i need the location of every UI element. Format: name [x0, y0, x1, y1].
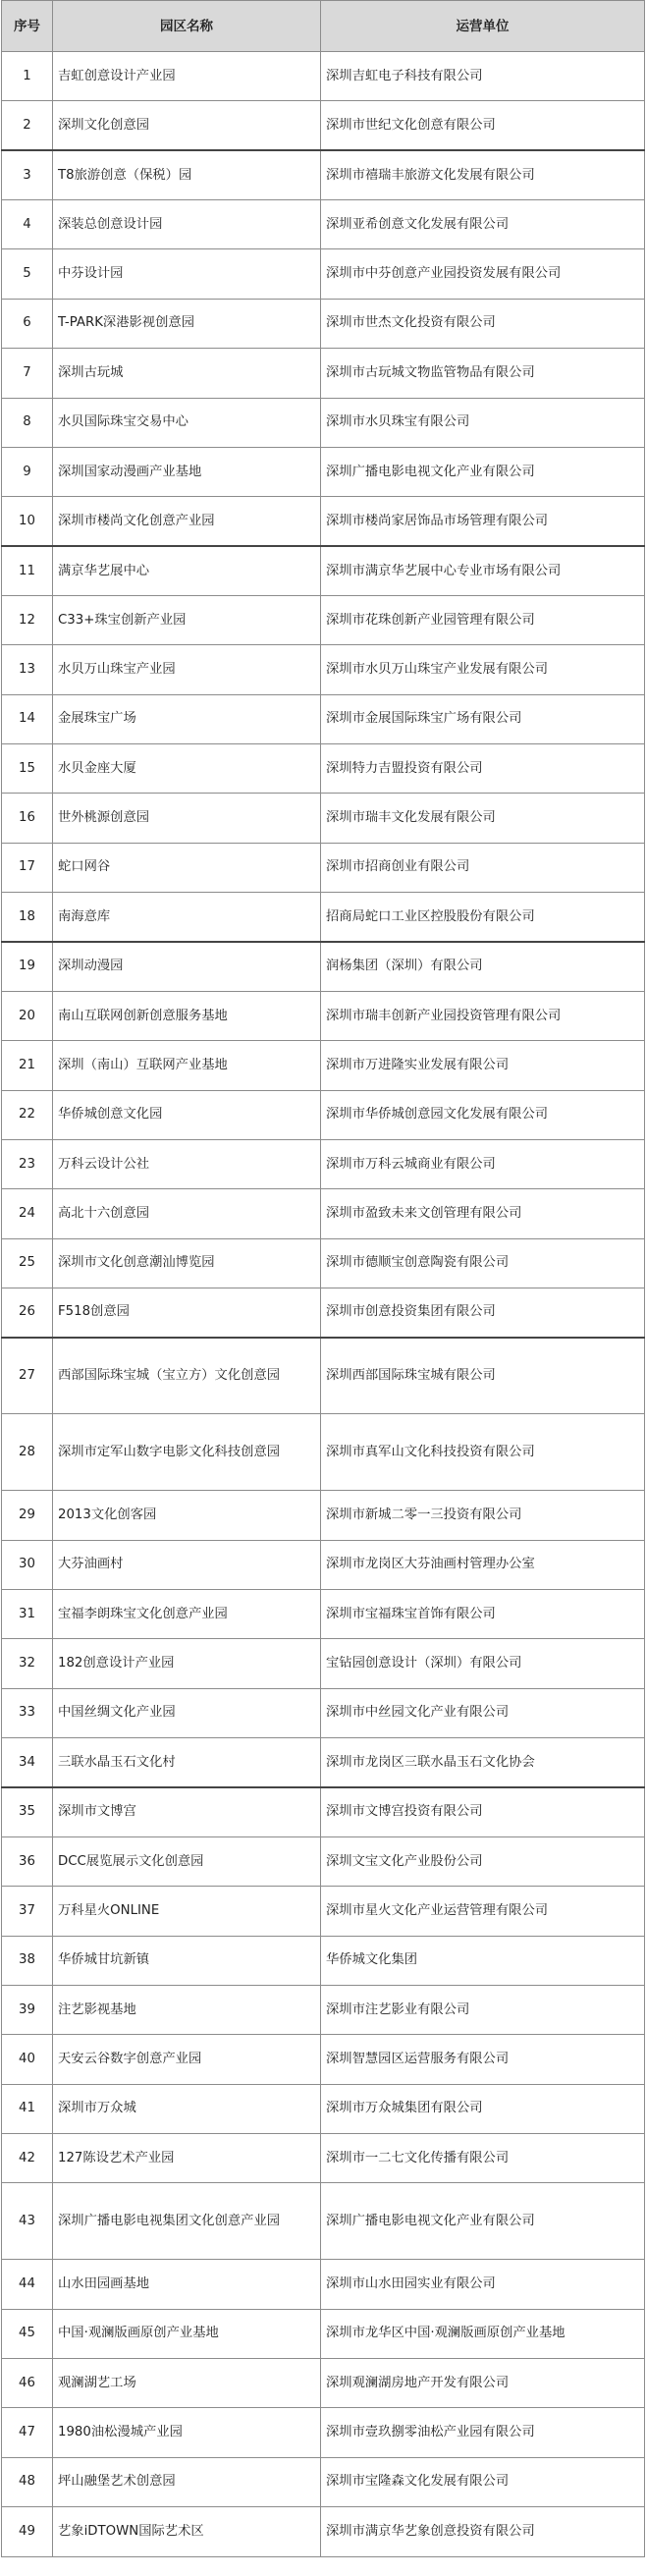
row-operator: 深圳市龙华区中国·观澜版画原创产业基地: [321, 2309, 645, 2358]
row-index: 1: [2, 52, 53, 101]
row-index: 6: [2, 299, 53, 348]
table-row: [2, 1338, 645, 1414]
row-index: 15: [2, 744, 53, 794]
row-index: 29: [2, 1491, 53, 1540]
row-park-name: 万科星火ONLINE: [53, 1887, 321, 1936]
row-park-name: 2013文化创客园: [53, 1491, 321, 1540]
row-park-name: 高北十六创意园: [53, 1189, 321, 1238]
table-header-row: [2, 1, 645, 52]
table-row: [2, 150, 645, 199]
row-operator: 深圳市德顺宝创意陶瓷有限公司: [321, 1238, 645, 1288]
row-park-name: F518创意园: [53, 1288, 321, 1337]
parks-table: [1, 0, 645, 2557]
row-park-name: 深圳市定军山数字电影文化科技创意园: [53, 1414, 321, 1491]
row-operator: 深圳市禧瑞丰旅游文化发展有限公司: [321, 150, 645, 199]
row-operator: 深圳市满京华艺展中心专业市场有限公司: [321, 546, 645, 595]
row-park-name: T8旅游创意（保税）园: [53, 150, 321, 199]
row-operator: 深圳市古玩城文物监管物品有限公司: [321, 349, 645, 398]
row-park-name: 深圳古玩城: [53, 349, 321, 398]
row-operator: 深圳广播电影电视文化产业有限公司: [321, 447, 645, 496]
row-operator: 深圳市山水田园实业有限公司: [321, 2260, 645, 2309]
row-operator: 深圳市金展国际珠宝广场有限公司: [321, 694, 645, 743]
row-index: 3: [2, 150, 53, 199]
row-operator: 深圳市招商创业有限公司: [321, 843, 645, 892]
table-row: [2, 694, 645, 743]
row-park-name: 深圳动漫园: [53, 942, 321, 991]
header-operator: 运营单位: [321, 1, 645, 52]
row-operator: 深圳文宝文化产业股份公司: [321, 1836, 645, 1886]
table-row: [2, 1238, 645, 1288]
row-index: 34: [2, 1738, 53, 1787]
row-park-name: 深圳文化创意园: [53, 101, 321, 150]
row-operator: 深圳智慧园区运营服务有限公司: [321, 2035, 645, 2084]
row-park-name: 坪山融堡艺术创意园: [53, 2457, 321, 2506]
table-row: [2, 794, 645, 843]
row-operator: 深圳市万众城集团有限公司: [321, 2084, 645, 2133]
row-index: 35: [2, 1787, 53, 1836]
table-row: [2, 1688, 645, 1737]
table-row: [2, 2408, 645, 2457]
table-row: [2, 1836, 645, 1886]
table-row: [2, 2359, 645, 2408]
row-park-name: C33+珠宝创新产业园: [53, 595, 321, 644]
table-row: [2, 299, 645, 348]
row-park-name: 182创意设计产业园: [53, 1639, 321, 1688]
row-index: 25: [2, 1238, 53, 1288]
row-index: 4: [2, 200, 53, 249]
table-row: [2, 1189, 645, 1238]
table-row: [2, 1590, 645, 1639]
row-park-name: 深圳市楼尚文化创意产业园: [53, 497, 321, 546]
table-row: [2, 1090, 645, 1139]
row-index: 8: [2, 398, 53, 447]
row-index: 38: [2, 1936, 53, 1985]
table-row: [2, 595, 645, 644]
row-operator: 润杨集团（深圳）有限公司: [321, 942, 645, 991]
row-park-name: 观澜湖艺工场: [53, 2359, 321, 2408]
row-index: 21: [2, 1041, 53, 1090]
row-index: 33: [2, 1688, 53, 1737]
table-row: [2, 398, 645, 447]
row-index: 10: [2, 497, 53, 546]
row-park-name: 西部国际珠宝城（宝立方）文化创意园: [53, 1338, 321, 1414]
table-row: [2, 546, 645, 595]
row-index: 17: [2, 843, 53, 892]
table-row: [2, 101, 645, 150]
row-index: 28: [2, 1414, 53, 1491]
row-operator: 华侨城文化集团: [321, 1936, 645, 1985]
row-park-name: 深装总创意设计园: [53, 200, 321, 249]
row-park-name: 世外桃源创意园: [53, 794, 321, 843]
table-row: [2, 497, 645, 546]
table-row: [2, 1738, 645, 1787]
table-row: [2, 2260, 645, 2309]
table-row: [2, 1936, 645, 1985]
row-operator: 深圳市华侨城创意园文化发展有限公司: [321, 1090, 645, 1139]
row-park-name: 127陈设艺术产业园: [53, 2134, 321, 2183]
row-operator: 深圳市水贝珠宝有限公司: [321, 398, 645, 447]
row-index: 37: [2, 1887, 53, 1936]
row-park-name: 1980油松漫城产业园: [53, 2408, 321, 2457]
row-operator: 深圳市星火文化产业运营管理有限公司: [321, 1887, 645, 1936]
table-row: [2, 1041, 645, 1090]
row-operator: 深圳市瑞丰创新产业园投资管理有限公司: [321, 991, 645, 1040]
row-operator: 深圳市龙岗区三联水晶玉石文化协会: [321, 1738, 645, 1787]
table-row: [2, 2134, 645, 2183]
row-park-name: 金展珠宝广场: [53, 694, 321, 743]
row-operator: 深圳市花珠创新产业园管理有限公司: [321, 595, 645, 644]
row-park-name: T-PARK深港影视创意园: [53, 299, 321, 348]
table-row: [2, 2309, 645, 2358]
row-index: 13: [2, 645, 53, 694]
table-row: [2, 893, 645, 942]
row-operator: 深圳吉虹电子科技有限公司: [321, 52, 645, 101]
row-park-name: 天安云谷数字创意产业园: [53, 2035, 321, 2084]
row-operator: 深圳市楼尚家居饰品市场管理有限公司: [321, 497, 645, 546]
row-index: 11: [2, 546, 53, 595]
row-park-name: 华侨城创意文化园: [53, 1090, 321, 1139]
table-row: [2, 1491, 645, 1540]
row-index: 2: [2, 101, 53, 150]
table-row: [2, 2457, 645, 2506]
row-index: 26: [2, 1288, 53, 1337]
table-row: [2, 744, 645, 794]
row-operator: 深圳广播电影电视文化产业有限公司: [321, 2183, 645, 2260]
table-row: [2, 2183, 645, 2260]
row-index: 9: [2, 447, 53, 496]
row-index: 22: [2, 1090, 53, 1139]
row-index: 19: [2, 942, 53, 991]
table-row: [2, 1985, 645, 2034]
row-index: 18: [2, 893, 53, 942]
row-index: 23: [2, 1139, 53, 1188]
row-park-name: DCC展览展示文化创意园: [53, 1836, 321, 1886]
row-park-name: 注艺影视基地: [53, 1985, 321, 2034]
row-park-name: 万科云设计公社: [53, 1139, 321, 1188]
table-row: [2, 2507, 645, 2556]
row-operator: 深圳市水贝万山珠宝产业发展有限公司: [321, 645, 645, 694]
table-row: [2, 2084, 645, 2133]
row-park-name: 中芬设计园: [53, 249, 321, 299]
row-park-name: 水贝万山珠宝产业园: [53, 645, 321, 694]
row-operator: 深圳市万进隆实业发展有限公司: [321, 1041, 645, 1090]
row-operator: 深圳西部国际珠宝城有限公司: [321, 1338, 645, 1414]
row-operator: 深圳市瑞丰文化发展有限公司: [321, 794, 645, 843]
row-operator: 深圳市新城二零一三投资有限公司: [321, 1491, 645, 1540]
row-park-name: 深圳广播电影电视集团文化创意产业园: [53, 2183, 321, 2260]
row-index: 48: [2, 2457, 53, 2506]
row-operator: 深圳市真军山文化科技投资有限公司: [321, 1414, 645, 1491]
row-operator: 深圳特力吉盟投资有限公司: [321, 744, 645, 794]
table-row: [2, 249, 645, 299]
row-operator: 深圳亚希创意文化发展有限公司: [321, 200, 645, 249]
row-park-name: 深圳国家动漫画产业基地: [53, 447, 321, 496]
table-row: [2, 200, 645, 249]
row-operator: 深圳市世杰文化投资有限公司: [321, 299, 645, 348]
row-index: 46: [2, 2359, 53, 2408]
row-park-name: 南山互联网创新创意服务基地: [53, 991, 321, 1040]
row-park-name: 中国丝绸文化产业园: [53, 1688, 321, 1737]
row-index: 5: [2, 249, 53, 299]
table-row: [2, 1887, 645, 1936]
row-operator: 深圳市注艺影业有限公司: [321, 1985, 645, 2034]
row-operator: 深圳市世纪文化创意有限公司: [321, 101, 645, 150]
row-index: 31: [2, 1590, 53, 1639]
table-row: [2, 1639, 645, 1688]
row-index: 14: [2, 694, 53, 743]
row-park-name: 艺象iDTOWN国际艺术区: [53, 2507, 321, 2556]
row-index: 16: [2, 794, 53, 843]
row-index: 24: [2, 1189, 53, 1238]
row-operator: 宝钻园创意设计（深圳）有限公司: [321, 1639, 645, 1688]
row-park-name: 山水田园画基地: [53, 2260, 321, 2309]
table-row: [2, 2035, 645, 2084]
row-park-name: 宝福李朗珠宝文化创意产业园: [53, 1590, 321, 1639]
row-operator: 深圳市创意投资集团有限公司: [321, 1288, 645, 1337]
row-operator: 深圳观澜湖房地产开发有限公司: [321, 2359, 645, 2408]
table-row: [2, 349, 645, 398]
row-operator: 深圳市满京华艺象创意投资有限公司: [321, 2507, 645, 2556]
row-index: 32: [2, 1639, 53, 1688]
row-index: 40: [2, 2035, 53, 2084]
row-operator: 深圳市万科云城商业有限公司: [321, 1139, 645, 1188]
row-index: 7: [2, 349, 53, 398]
table-row: [2, 447, 645, 496]
row-operator: 深圳市龙岗区大芬油画村管理办公室: [321, 1540, 645, 1589]
row-index: 30: [2, 1540, 53, 1589]
row-operator: 深圳市文博宫投资有限公司: [321, 1787, 645, 1836]
table-row: [2, 1139, 645, 1188]
row-park-name: 水贝国际珠宝交易中心: [53, 398, 321, 447]
table-row: [2, 1787, 645, 1836]
row-park-name: 深圳（南山）互联网产业基地: [53, 1041, 321, 1090]
table-row: [2, 1540, 645, 1589]
row-park-name: 水贝金座大厦: [53, 744, 321, 794]
table-row: [2, 1288, 645, 1337]
table-row: [2, 52, 645, 101]
row-operator: 深圳市盈致未来文创管理有限公司: [321, 1189, 645, 1238]
row-operator: 深圳市一二七文化传播有限公司: [321, 2134, 645, 2183]
row-index: 45: [2, 2309, 53, 2358]
row-park-name: 大芬油画村: [53, 1540, 321, 1589]
table-row: [2, 942, 645, 991]
row-park-name: 吉虹创意设计产业园: [53, 52, 321, 101]
row-park-name: 三联水晶玉石文化村: [53, 1738, 321, 1787]
table-row: [2, 843, 645, 892]
row-park-name: 中国·观澜版画原创产业基地: [53, 2309, 321, 2358]
row-operator: 深圳市宝隆森文化发展有限公司: [321, 2457, 645, 2506]
row-park-name: 深圳市文博宫: [53, 1787, 321, 1836]
row-index: 20: [2, 991, 53, 1040]
row-index: 27: [2, 1338, 53, 1414]
row-index: 47: [2, 2408, 53, 2457]
table-row: [2, 991, 645, 1040]
row-index: 41: [2, 2084, 53, 2133]
row-index: 43: [2, 2183, 53, 2260]
row-index: 44: [2, 2260, 53, 2309]
row-operator: 深圳市宝福珠宝首饰有限公司: [321, 1590, 645, 1639]
row-index: 39: [2, 1985, 53, 2034]
row-park-name: 深圳市万众城: [53, 2084, 321, 2133]
row-index: 42: [2, 2134, 53, 2183]
row-index: 49: [2, 2507, 53, 2556]
table-row: [2, 645, 645, 694]
row-park-name: 南海意库: [53, 893, 321, 942]
row-operator: 深圳市中芬创意产业园投资发展有限公司: [321, 249, 645, 299]
header-index: 序号: [2, 1, 53, 52]
row-operator: 深圳市中丝园文化产业有限公司: [321, 1688, 645, 1737]
row-park-name: 满京华艺展中心: [53, 546, 321, 595]
row-index: 12: [2, 595, 53, 644]
table-row: [2, 1414, 645, 1491]
header-park-name: 园区名称: [53, 1, 321, 52]
row-park-name: 深圳市文化创意潮汕博览园: [53, 1238, 321, 1288]
row-park-name: 蛇口网谷: [53, 843, 321, 892]
table-body: [2, 52, 645, 2557]
row-park-name: 华侨城甘坑新镇: [53, 1936, 321, 1985]
row-index: 36: [2, 1836, 53, 1886]
row-operator: 招商局蛇口工业区控股股份有限公司: [321, 893, 645, 942]
row-operator: 深圳市壹玖捌零油松产业园有限公司: [321, 2408, 645, 2457]
